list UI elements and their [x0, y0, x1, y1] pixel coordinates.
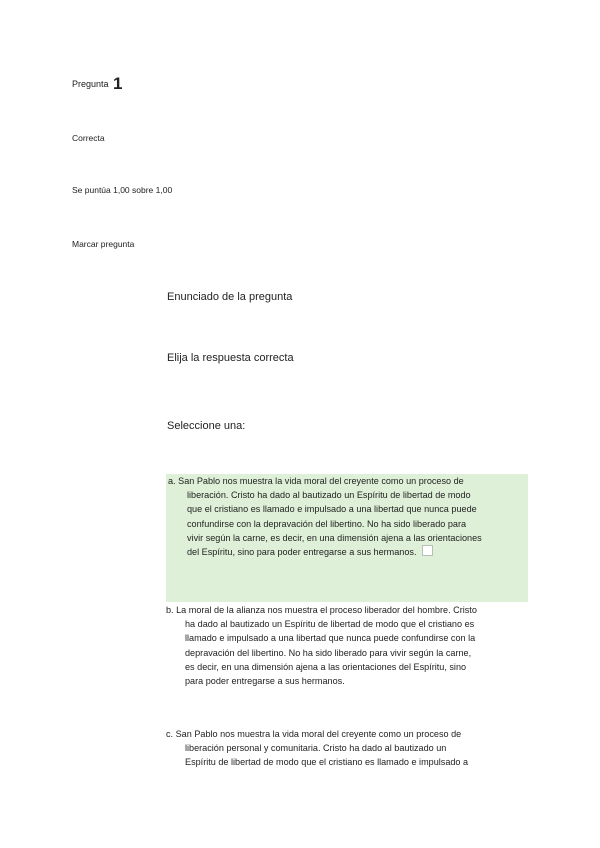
question-status: Correcta: [72, 133, 105, 143]
question-label: Pregunta: [72, 79, 109, 89]
option-line: La moral de la alianza nos muestra el proceso liberador del hombre. Cristo: [176, 605, 477, 615]
option-line: ha dado al bautizado un Espíritu de libertad de modo que el cristiano es: [185, 619, 475, 630]
answer-option-c[interactable]: [166, 727, 528, 770]
option-line: del Espíritu, sino para poder entregarse a sus hermanos.: [187, 547, 417, 558]
option-line: liberación personal y comunitaria. Cristo ha dado al bautizado un: [185, 743, 447, 754]
option-line: Espíritu de libertad de modo que el cristiano es llamado e impulsado a: [185, 757, 469, 768]
option-line: liberación. Cristo ha dado al bautizado un Espíritu de libertad de modo: [187, 490, 471, 501]
question-number: [72, 74, 123, 94]
select-one-label: Seleccione una:: [167, 420, 246, 432]
option-line: para poder entregarse a sus hermanos.: [185, 676, 345, 687]
question-prompt: Elija la respuesta correcta: [167, 352, 294, 364]
flag-question-link[interactable]: Marcar pregunta: [72, 239, 135, 249]
option-line: San Pablo nos muestra la vida moral del creyente como un proceso de: [175, 729, 462, 739]
answer-checkbox[interactable]: [422, 545, 433, 556]
option-line: que el cristiano es llamado e impulsado a una libertad que nunca puede: [187, 504, 477, 515]
option-line: es decir, en una dimensión ajena a las orientaciones del Espíritu, sino: [185, 661, 467, 672]
question-number-value: 1: [113, 74, 123, 93]
option-letter: b.: [166, 605, 174, 615]
option-line: llamado e impulsado a una libertad que nunca puede confundirse con la: [185, 633, 476, 644]
question-score: Se puntúa 1,00 sobre 1,00: [72, 185, 173, 195]
statement-heading: Enunciado de la pregunta: [167, 291, 293, 303]
answer-option-b[interactable]: [166, 603, 528, 688]
option-letter: c.: [166, 729, 174, 739]
answer-option-a[interactable]: [166, 474, 528, 602]
option-line: confundirse con la depravación del libertino. No ha sido liberado para: [187, 518, 467, 529]
option-line: San Pablo nos muestra la vida moral del creyente como un proceso de: [178, 476, 464, 486]
option-line: depravación del libertino. No ha sido liberado para vivir según la carne,: [185, 647, 472, 658]
option-letter: a.: [168, 476, 176, 486]
option-line: vivir según la carne, es decir, en una dimensión ajena a las orientaciones: [187, 532, 482, 543]
